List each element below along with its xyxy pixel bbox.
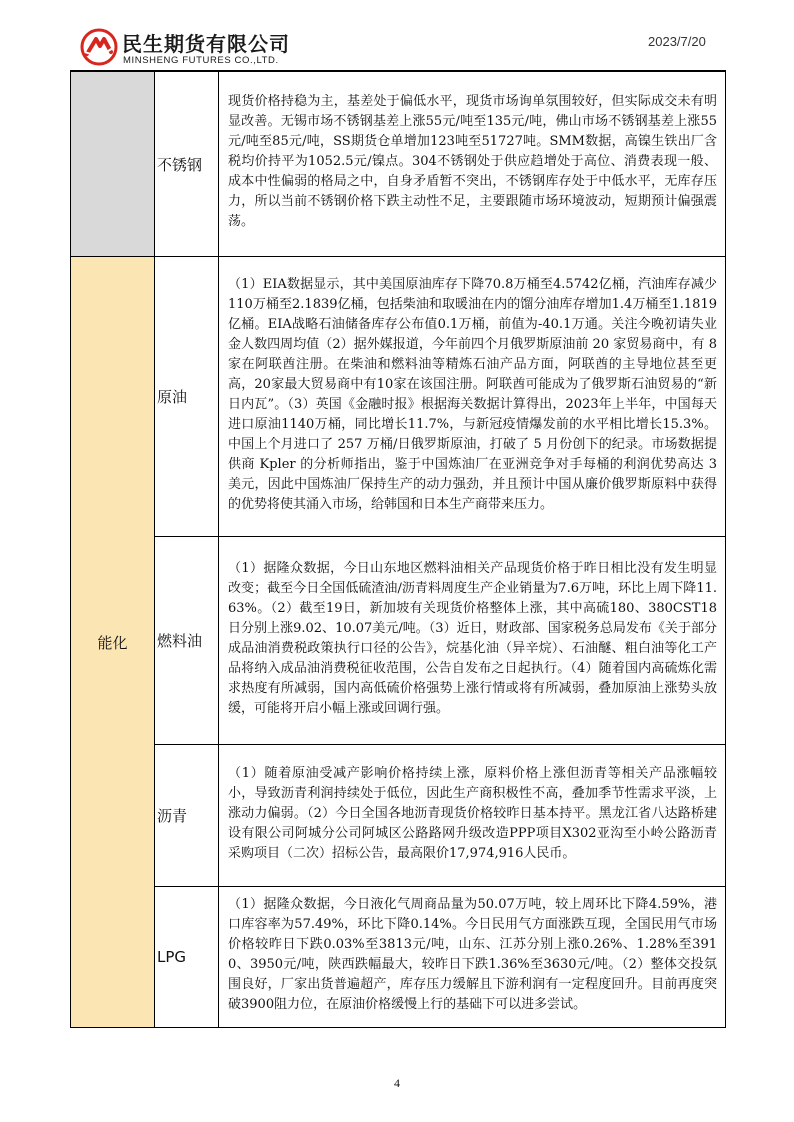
sector-cell	[71, 72, 155, 257]
company-logo-icon	[80, 28, 118, 66]
brand-name-en: MINSHENG FUTURES CO.,LTD.	[123, 55, 279, 66]
table-row	[71, 72, 726, 257]
page-number: 4	[394, 1076, 400, 1090]
report-date: 2023/7/20	[648, 34, 706, 49]
commodity-table	[70, 71, 726, 1028]
sector-cell: 能化	[71, 257, 155, 1028]
commodity-label: 原油	[155, 257, 219, 537]
commodity-analysis: （1）EIA数据显示，其中美国原油库存下降70.8万桶至4.5742亿桶，汽油库存减少110万桶至2.1839亿桶，包括柴油和取暖油在内的馏分油库存增加1.4万桶至1.1819亿桶。EIA战略石油储备库存公布值0.1万桶，前值为-40.1万通。关注今晚初请失业金人数四周均值（2）据外媒报道，今年前四个月俄罗斯原油前 20 家贸易商中，有 8 家在阿联酋注册。在柴油和燃料油等精炼石油产品方面，阿联酋的主导地位甚至更高，20家最大贸易商中有10家在该国注册。阿联酋可能成为了俄罗斯石油贸易的“新日内瓦”。（3）英国《金融时报》根据海关数据计算得出，2023年上半年，中国每天进口原油1140万桶，同比增长11.7%，与新冠疫情爆发前的水平相比增长15.3%。中国上个月进口了 257 万桶/日俄罗斯原油，打破了 5 月份创下的纪录。市场数据提供商 Kpler 的分析师指出，鉴于中国炼油厂在亚洲竞争对手每桶的利润优势高达 3 美元，因此中国炼油厂保持生产的动力强劲，并且预计中国从廉价俄罗斯原料中获得的优势将使其涌入市场，给韩国和日本生产商带来压力。	[219, 257, 726, 537]
commodity-analysis: （1）随着原油受减产影响价格持续上涨，原料价格上涨但沥青等相关产品涨幅较小，导致沥青利润持续处于低位，因此生产商积极性不高，叠加季节性需求平淡，上涨动力偏弱。（2）今日全国各地沥青现货价格较昨日基本持平。黑龙江省八达路桥建设有限公司阿城分公司阿城区公路路网升级改造PPP项目X302亚沟至小岭公路沥青采购项目（二次）招标公告，最高限价17,974,916人民币。	[219, 745, 726, 887]
table-row	[71, 887, 726, 1028]
commodity-label: LPG	[155, 887, 219, 1028]
commodity-analysis: 现货价格持稳为主，基差处于偏低水平，现货市场询单氛围较好，但实际成交未有明显改善。无锡市场不锈钢基差上涨55元/吨至135元/吨，佛山市场不锈钢基差上涨55元/吨至85元/吨，SS期货仓单增加123吨至51727吨。SMM数据，高镍生铁出厂含税均价持平为1052.5元/镍点。304不锈钢处于供应趋增处于高位、消费表现一般、成本中性偏弱的格局之中，自身矛盾暂不突出，不锈钢库存处于中低水平，无库存压力，所以当前不锈钢价格下跌主动性不足，主要跟随市场环境波动，短期预计偏强震荡。	[219, 72, 726, 257]
table-row	[71, 745, 726, 887]
commodity-analysis: （1）据隆众数据，今日山东地区燃料油相关产品现货价格于昨日相比没有发生明显改变；截至今日全国低硫渣油/沥青料周度生产企业销量为7.6万吨，环比上周下降11.63%。（2）截至19日，新加坡有关现货价格整体上涨，其中高硫180、380CST18日分别上涨9.02、10.07美元/吨。（3）近日，财政部、国家税务总局发布《关于部分成品油消费税政策执行口径的公告》，烷基化油（异辛烷）、石油醚、粗白油等化工产品将纳入成品油消费税征收范围，公告自发布之日起执行。（4）随着国内高硫炼化需求热度有所减弱，国内高低硫价格强势上涨行情或将有所减弱，叠加原油上涨势头放缓，可能将开启小幅上涨或回调行强。	[219, 537, 726, 745]
commodity-label: 不锈钢	[155, 72, 219, 257]
table-row	[71, 537, 726, 745]
brand-name-cn: 民生期货有限公司	[122, 32, 290, 56]
commodity-label: 燃料油	[155, 537, 219, 745]
table-row	[71, 257, 726, 537]
commodity-analysis: （1）据隆众数据，今日液化气周商品量为50.07万吨，较上周环比下降4.59%，港口库容率为57.49%，环比下降0.14%。今日民用气方面涨跌互现，全国民用气市场价格较昨日下跌0.03%至3813元/吨，山东、江苏分别上涨0.26%、1.28%至3910、3950元/吨，陕西跌幅最大，较昨日下跌1.36%至3630元/吨。（2）整体交投氛围良好，厂家出货普遍超产，库存压力缓解且下游利润有一定程度回升。目前再度突破3900阻力位，在原油价格缓慢上行的基础下可以进多尝试。	[219, 887, 726, 1028]
commodity-label: 沥青	[155, 745, 219, 887]
page-header	[0, 0, 794, 70]
